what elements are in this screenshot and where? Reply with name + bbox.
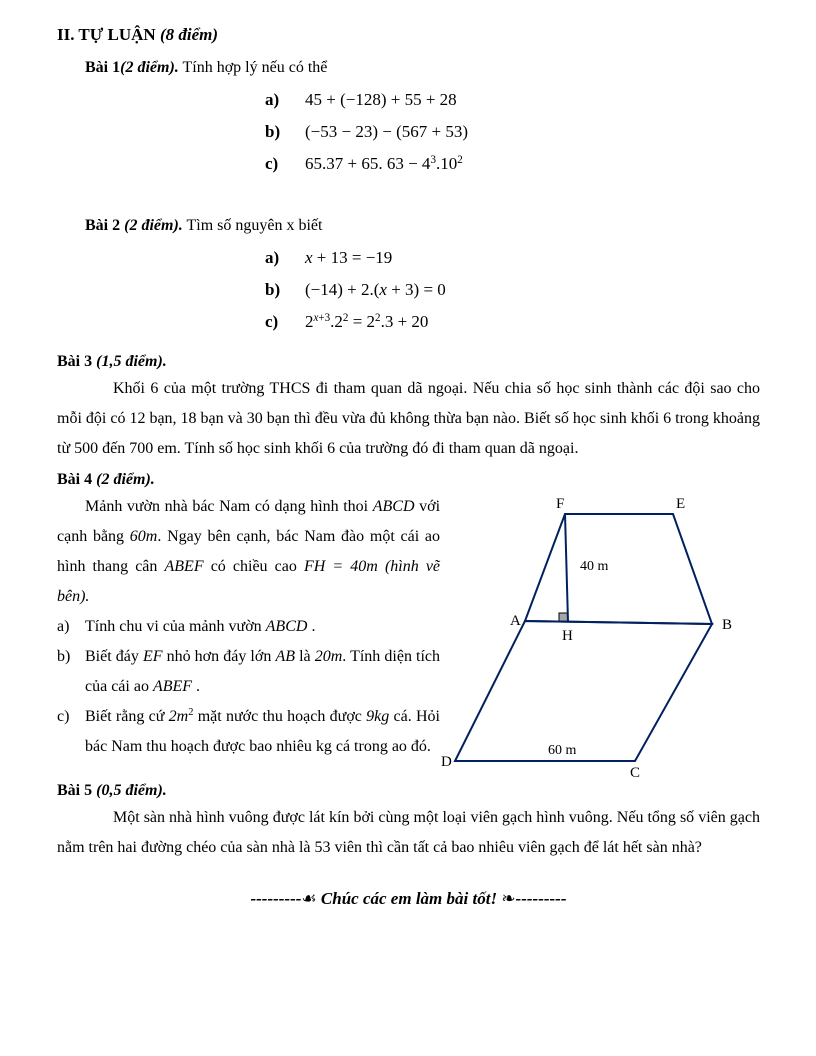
item-label: a)	[57, 618, 70, 635]
formula: 45 + (−128) + 55 + 28	[305, 90, 457, 109]
bai5-body: Một sàn nhà hình vuông được lát kín bởi cùng một loại viên gạch hình vuông. Nếu tổng số viên gạch nằm trên hai đường chéo của sàn nhà là 53 viên thì cần tất cả bao nhiêu viên gạch để lát hết sàn nhà?	[57, 809, 760, 856]
item-text: Tính chu vi của mảnh vườn ABCD .	[85, 618, 316, 635]
bai5-heading: Bài 5 (0,5 điểm).	[57, 782, 167, 799]
item-label: b)	[265, 122, 281, 141]
item-text: Biết rằng cứ $2m^2$ mặt nước thu hoạch được 9kg cá. Hỏi bác Nam thu hoạch được bao nhiêu kg cá trong ao đó.	[85, 707, 441, 755]
bai4-body	[57, 492, 760, 779]
bai4-item-b	[57, 642, 440, 702]
formula: 65.37 + 65. $63 - 4^3.10^2$	[305, 153, 463, 173]
trapezoid-abef	[525, 514, 712, 624]
item-label: c)	[265, 312, 279, 331]
closing-line: ---------☙ Chúc các em làm bài tốt! ❧---------	[250, 889, 567, 908]
geometry-figure	[440, 494, 760, 779]
item-label: b)	[57, 648, 71, 665]
section-title: II. TỰ LUẬN (8 điểm)	[57, 25, 219, 44]
vertex-label-a: A	[510, 613, 521, 629]
bai1-item-a	[265, 84, 760, 116]
item-text: Biết đáy EF nhỏ hơn đáy lớn AB là 20m. Tính diện tích của cái ao ABEF .	[85, 648, 441, 695]
vertex-label-d: D	[441, 754, 452, 770]
vertex-label-h: H	[562, 628, 573, 644]
item-label: c)	[57, 708, 70, 725]
formula: (−53 − 23) − (567 + 53)	[305, 122, 468, 141]
bai3-body: Khối 6 của một trường THCS đi tham quan dã ngoại. Nếu chia số học sinh thành các đội sao cho mỗi đội có 12 bạn, 18 bạn và 30 bạn thì đều vừa đủ không thừa bạn nào. Biết số học sinh khối 6 trong khoảng từ 500 đến 700 em. Tính số học sinh khối 6 của trường đó đi tham quan dã ngoại.	[57, 380, 761, 457]
bai2-item-b	[265, 274, 760, 306]
bai4-item-c	[57, 702, 440, 762]
rhombus-abcd	[455, 621, 712, 761]
height-line-fh	[565, 514, 568, 622]
bai2-heading: Bài 2 (2 điểm). Tìm số nguyên x biết	[85, 217, 323, 234]
item-label: b)	[265, 280, 281, 299]
bai1-item-b	[265, 116, 760, 148]
vertex-label-c: C	[630, 765, 641, 779]
formula: (−14) + 2.(x + 3) = 0	[305, 280, 446, 299]
formula: $2^{x+3}.2^2 = 2^2.3 + 20$	[305, 311, 429, 331]
bai2-item-c	[265, 306, 760, 338]
bai3-heading: Bài 3 (1,5 điểm).	[57, 353, 167, 370]
bai4-item-a	[57, 612, 440, 642]
bai1-heading: Bài 1(2 điểm). Tính hợp lý nếu có thể	[85, 59, 328, 76]
vertex-label-b: B	[722, 617, 733, 633]
formula: x + 13 = −19	[305, 248, 393, 267]
bai2-item-a	[265, 242, 760, 274]
vertex-label-f: F	[556, 496, 565, 512]
bai4-intro: Mảnh vườn nhà bác Nam có dạng hình thoi ABCD với cạnh bằng 60m. Ngay bên cạnh, bác Nam đào một cái ao hình thang cân ABEF có chiều cao FH = 40m (hình vẽ bên).	[57, 498, 441, 605]
measure-40m: 40 m	[580, 559, 609, 574]
item-label: a)	[265, 90, 280, 109]
item-label: c)	[265, 154, 279, 173]
bai1-item-c	[265, 148, 760, 180]
vertex-label-e: E	[676, 496, 686, 512]
measure-60m: 60 m	[548, 743, 577, 758]
item-label: a)	[265, 248, 280, 267]
bai4-heading: Bài 4 (2 điểm).	[57, 471, 155, 488]
